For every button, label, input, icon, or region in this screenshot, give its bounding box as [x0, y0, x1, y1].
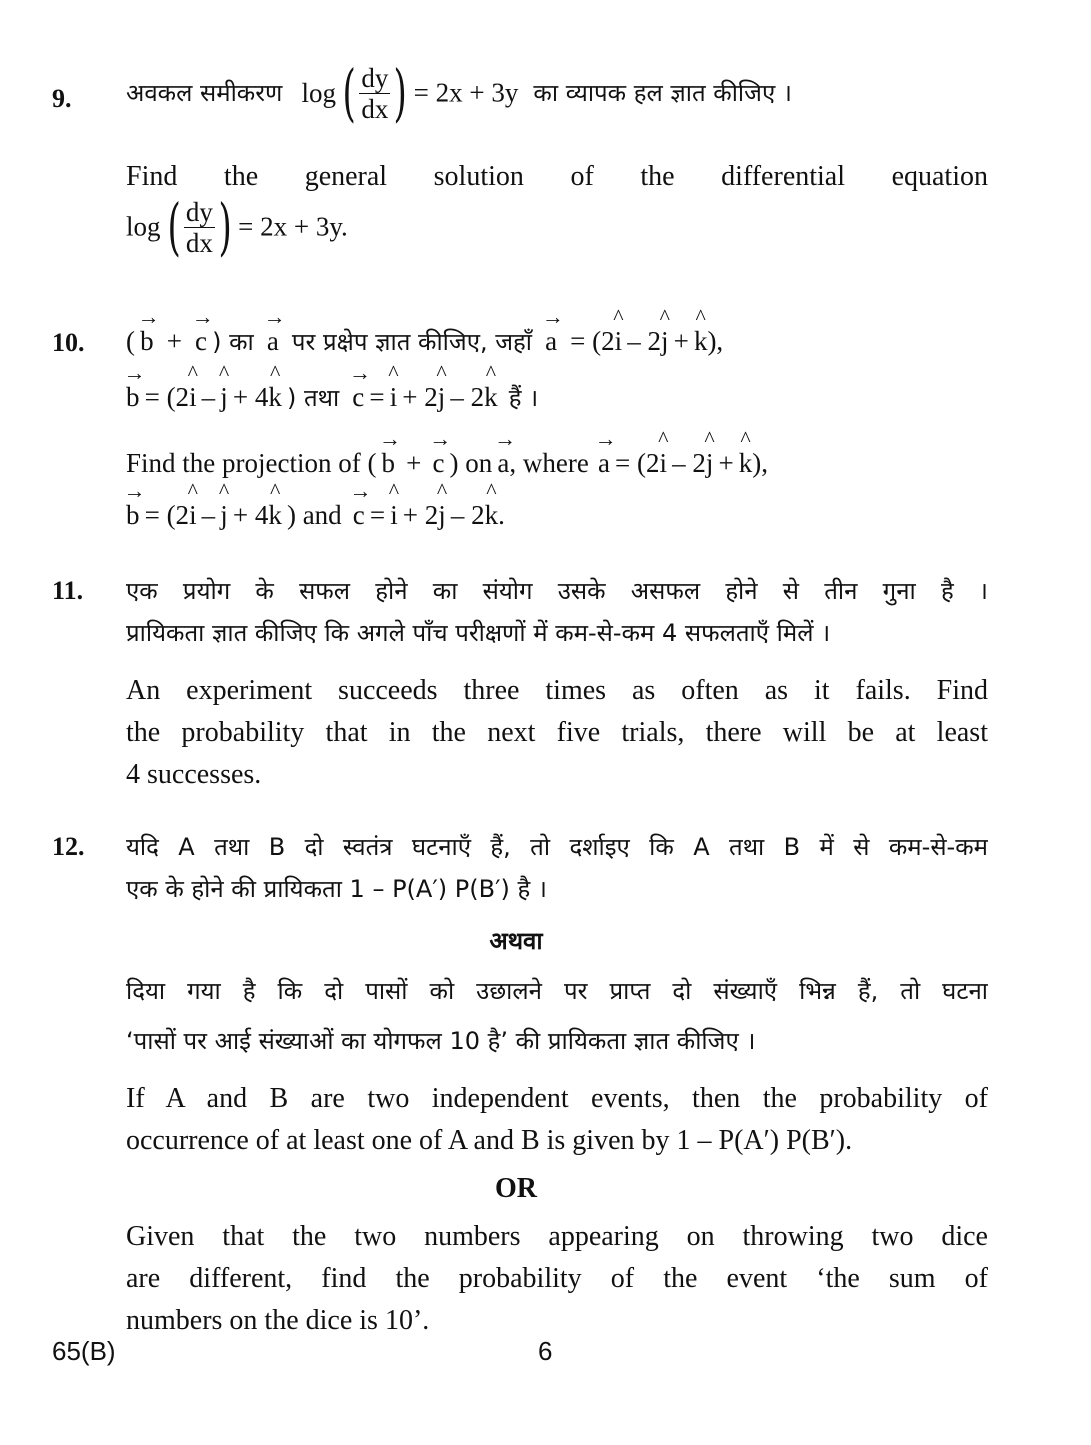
q10-e2-p6: + 2: [402, 500, 439, 530]
q10-hindi-line2: [126, 376, 988, 420]
q10-h2-hat-j2: ^ j: [438, 382, 446, 413]
q10-h2-hat-k2: ^ k: [484, 382, 498, 413]
q10-e2-hat-j: ^ j: [220, 500, 228, 531]
q9-english-line1: Find the general solution of the differential equation: [126, 161, 988, 192]
q10-hindi-line1: [126, 320, 988, 364]
q10-h1-p1: (: [126, 326, 135, 356]
q10-e2-p5: =: [369, 500, 386, 530]
q10-h2-hat-i2: ^ i: [390, 382, 398, 413]
q10-english-line1: [126, 442, 1006, 486]
q10-e2-vec-b: → b: [126, 494, 140, 531]
q11-hindi-line2: प्रायिकता ज्ञात कीजिए कि अगले पाँच परीक्षणों में कम-से-कम 4 सफलताएँ मिलें ।: [126, 619, 831, 647]
q10-english-line2: [126, 494, 988, 538]
q11-english-line1: An experiment succeeds three times as often as it fails. Find: [126, 675, 988, 706]
q12-english-alt-line1: Given that the two numbers appearing on throwing two dice: [126, 1221, 988, 1252]
q10-h2-p6: + 2: [402, 382, 438, 412]
q10-e1-p1: Find the projection of (: [126, 448, 377, 478]
q10-h1-hat-j: ^ j: [661, 326, 669, 357]
q11-english-line2: the probability that in the next five trials, there will be at least: [126, 717, 988, 748]
q10-h2-vec-b: → b: [126, 376, 140, 413]
q10-h2-p7: – 2: [450, 382, 485, 412]
q10-h2-p3: + 4: [232, 382, 269, 412]
q10-h2-hat-j: ^ j: [220, 382, 228, 413]
q10-h1-p4: = (2: [570, 326, 615, 356]
q9-log: log: [301, 77, 337, 108]
q10-e2-hat-j2: ^ j: [438, 500, 446, 531]
q12-hindi-line1: यदि A तथा B दो स्वतंत्र घटनाएँ हैं, तो दर्शाइए कि A तथा B में से कम-से-कम: [126, 833, 988, 861]
q10-e1-p3: , where: [509, 448, 589, 478]
q12-hindi-alt-line1: दिया गया है कि दो पासों को उछालने पर प्राप्त दो संख्याएँ भिन्न हैं, तो घटना: [126, 977, 988, 1005]
q11-hindi-line1: एक प्रयोग के सफल होने का संयोग उसके असफल होने से तीन गुना है ।: [126, 577, 988, 605]
q10-e2-p4: ) and: [286, 500, 342, 530]
q10-h2-p1: = (2: [144, 382, 190, 412]
q10-e2-p3: + 4: [232, 500, 269, 530]
q10-e1-vec-a2: → a: [598, 442, 610, 479]
q9-en-right-paren: ): [218, 190, 232, 263]
paper-code: 65(B): [52, 1336, 116, 1366]
q10-e1-hat-j: ^ j: [706, 448, 714, 479]
q10-e1-hat-i: ^ i: [659, 448, 667, 479]
q10-h1-vec-b: → b: [140, 320, 154, 357]
q12-english-line1: If A and B are two independent events, then the probability of: [126, 1083, 988, 1114]
q10-e1-plus: +: [406, 448, 422, 478]
q10-h2-hat-i: ^ i: [189, 382, 197, 413]
q9-right-paren: ): [393, 56, 408, 129]
q9-hindi-suffix: का व्यापक हल ज्ञात कीजिए ।: [533, 79, 792, 107]
question-9-hindi: [126, 56, 988, 142]
q10-h1-vec-c: → c: [195, 320, 207, 357]
q10-h2-p2: –: [201, 382, 216, 412]
q10-e1-hat-k: ^ k: [739, 448, 753, 479]
q10-h1-plus: +: [166, 326, 182, 356]
q9-en-log: log: [126, 211, 161, 242]
q10-e2-p1: = (2: [144, 500, 190, 530]
q10-e2-hat-i: ^ i: [189, 500, 197, 531]
q10-h1-vec-a: → a: [267, 320, 279, 357]
q12-hindi-line2: एक के होने की प्रायिकता 1 – P(A′) P(B′) है ।: [126, 875, 547, 903]
q10-e2-p8: .: [498, 500, 505, 530]
q10-e2-hat-k2: ^ k: [485, 500, 499, 531]
q9-fraction: [359, 63, 390, 124]
q10-h2-p5: =: [369, 382, 385, 412]
q10-e2-hat-i2: ^ i: [390, 500, 398, 531]
q9-numerator: dy: [361, 62, 389, 93]
q10-e1-vec-a: → a: [497, 442, 509, 479]
q12-english-line2: occurrence of at least one of A and B is given by 1 – P(A′) P(B′).: [126, 1125, 853, 1156]
q12-english-alt-line2: are different, find the probability of the event ‘the sum of: [126, 1263, 988, 1294]
q10-h2-p4: ) तथा: [286, 384, 340, 412]
q10-e2-hat-k: ^ k: [268, 500, 282, 531]
question-12-number: 12.: [52, 832, 85, 861]
q9-en-denominator: dx: [185, 227, 213, 258]
page-number: 6: [538, 1336, 553, 1366]
question-10-number: 10.: [52, 328, 85, 357]
q9-left-paren: (: [342, 56, 356, 129]
q9-english-equation: [126, 190, 988, 272]
q9-denominator: dx: [361, 93, 389, 124]
q9-hindi-prefix: अवकल समीकरण: [126, 79, 283, 107]
q9-en-fraction: [184, 197, 215, 258]
q10-e1-p7: ),: [752, 448, 769, 478]
q9-en-rhs: = 2x + 3y.: [238, 211, 348, 242]
q10-h1-hat-k: ^ k: [694, 326, 708, 357]
q10-e1-p5: – 2: [672, 448, 706, 478]
q10-e1-vec-b: → b: [382, 442, 396, 479]
q10-h2-p8: हैं ।: [508, 384, 539, 412]
q9-en-left-paren: (: [167, 190, 181, 263]
q10-h2-hat-k: ^ k: [268, 382, 282, 413]
q10-h1-vec-a2: → a: [545, 320, 557, 357]
q10-h1-p6: +: [673, 326, 689, 356]
question-11-number: 11.: [52, 576, 84, 605]
q12-english-alt-line3: numbers on the dice is 10’.: [126, 1305, 430, 1336]
q9-rhs: = 2x + 3y: [413, 77, 519, 108]
q10-e2-p2: –: [201, 500, 216, 530]
q10-e1-p2: ) on: [449, 448, 493, 478]
q10-e1-vec-c: → c: [432, 442, 444, 479]
q12-hindi-alt-line2: ‘पासों पर आई संख्याओं का योगफल 10 है’ की प्रायिकता ज्ञात कीजिए ।: [126, 1027, 756, 1055]
q12-english-or: OR: [495, 1173, 537, 1204]
q10-h1-p2: ) का: [212, 328, 254, 356]
q10-h2-vec-c: → c: [352, 376, 364, 413]
q9-en-numerator: dy: [185, 196, 213, 227]
q11-english-line3: 4 successes.: [126, 759, 262, 790]
q12-hindi-or: अथवा: [489, 927, 543, 955]
q10-e1-p4: = (2: [615, 448, 660, 478]
q10-h1-p5: – 2: [627, 326, 661, 356]
q10-e1-p6: +: [718, 448, 734, 478]
q10-h1-hat-i: ^ i: [615, 326, 623, 357]
q10-e2-p7: – 2: [450, 500, 485, 530]
question-9-number: 9.: [52, 84, 72, 113]
q10-h1-p3: पर प्रक्षेप ज्ञात कीजिए, जहाँ: [291, 328, 532, 356]
q10-e2-vec-c: → c: [353, 494, 365, 531]
q10-h1-p7: ),: [707, 326, 724, 356]
